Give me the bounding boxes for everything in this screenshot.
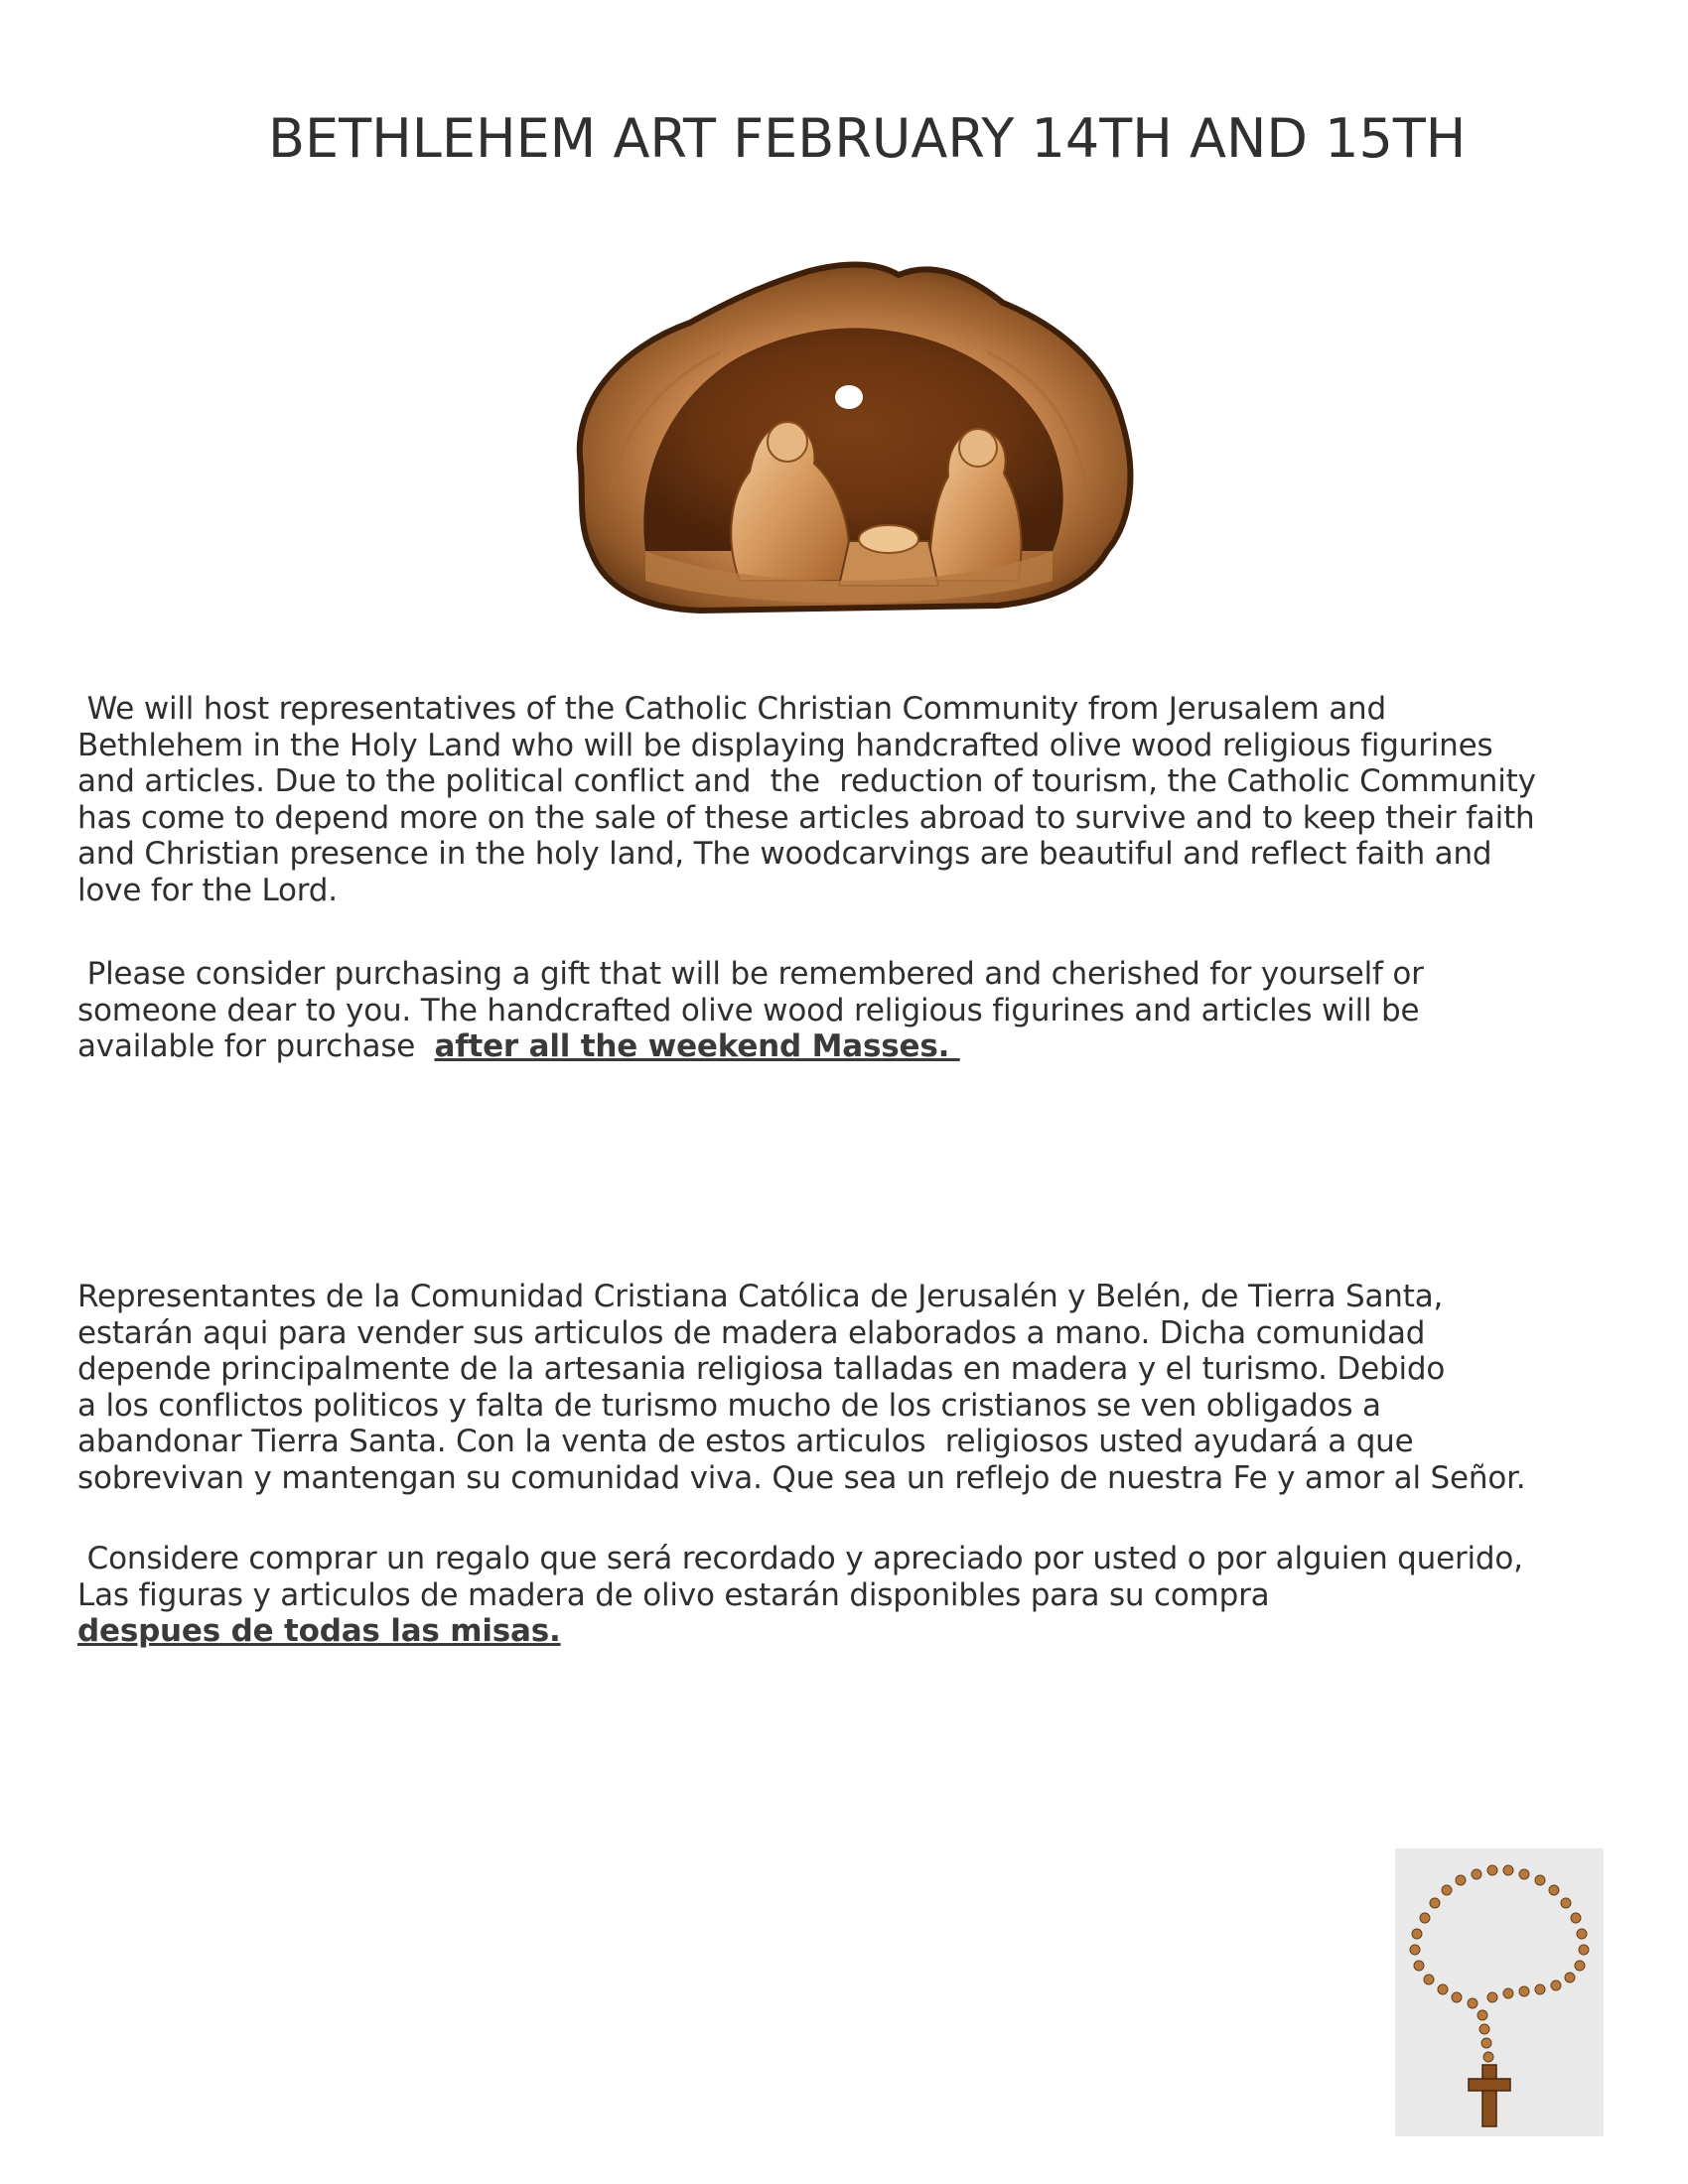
text-line: Bethlehem in the Holy Land who will be displaying handcrafted olive wood religious figurines [77,727,1493,763]
text-line: someone dear to you. The handcrafted olive wood religious figurines and articles will be [77,992,1420,1028]
text-line: and Christian presence in the holy land, The woodcarvings are beautiful and reflect faith and [77,836,1492,872]
nativity-carving-image [551,253,1147,625]
english-paragraph-1 [77,691,1626,908]
text-line [77,1028,1626,1065]
rosary-image [1395,1848,1604,2136]
text-line: depende principalmente de la artesania religiosa talladas en madera y el turismo. Debido [77,1351,1446,1387]
page-title: BETHLEHEM ART FEBRUARY 14TH AND 15TH [268,107,1467,170]
text-line: abandonar Tierra Santa. Con la venta de estos articulos religiosos usted ayudará a que [77,1424,1414,1459]
text-line: Las figuras y articulos de madera de olivo estarán disponibles para su compra [77,1576,1270,1613]
text-line: has come to depend more on the sale of these articles abroad to survive and to keep their faith [77,799,1535,836]
english-paragraph-2 [77,956,1626,1065]
spanish-paragraph-1 [77,1279,1626,1496]
text-line: Representantes de la Comunidad Cristiana Católica de Jerusalén y Belén, de Tierra Santa, [77,1279,1444,1314]
misas-time-emphasis: despues de todas las misas. [77,1613,561,1649]
baby-figure [859,525,918,553]
text-line: We will host representatives of the Catholic Christian Community from Jerusalem and [77,691,1386,727]
text-line: Please consider purchasing a gift that will be remembered and cherished for yourself or [77,956,1424,992]
spanish-paragraph-2 [77,1541,1626,1650]
mass-time-emphasis: after all the weekend Masses. [434,1028,960,1064]
text-line: love for the Lord. [77,872,338,908]
text-line: sobrevivan y mantengan su comunidad viva. Que sea un reflejo de nuestra Fe y amor al Señor. [77,1459,1526,1496]
text-line: Considere comprar un regalo que será recordado y apreciado por usted o por alguien querido, [77,1541,1523,1576]
text-line: estarán aqui para vender sus articulos de madera elaborados a mano. Dicha comunidad [77,1314,1426,1351]
text-line: a los conflictos politicos y falta de turismo mucho de los cristianos se ven obligados a [77,1387,1381,1424]
text-line: and articles. Due to the political conflict and the reduction of tourism, the Catholic Community [77,763,1536,799]
text-segment: available for purchase [77,1028,435,1064]
